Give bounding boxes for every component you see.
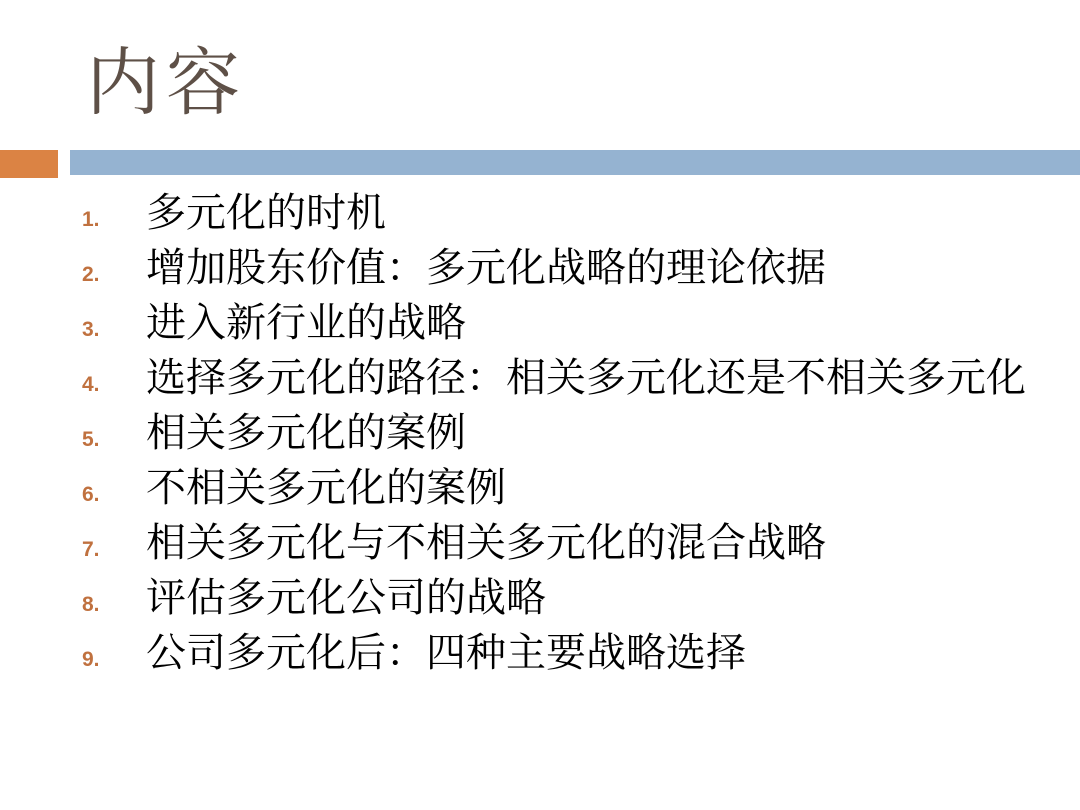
list-item [82, 629, 1037, 684]
list-item-number: 9. [82, 648, 100, 671]
list-item-number: 6. [82, 483, 100, 506]
list-item-text: 相关多元化的案例 [146, 410, 466, 455]
list-item [82, 574, 1037, 629]
list-item [82, 519, 1037, 574]
list-item-text: 不相关多元化的案例 [146, 465, 506, 510]
list-item-text: 进入新行业的战略 [146, 300, 466, 345]
list-item-text: 相关多元化与不相关多元化的混合战略 [146, 520, 826, 565]
accent-bar-blue [70, 150, 1080, 175]
list-item-number: 7. [82, 538, 100, 561]
list-item-text: 公司多元化后：四种主要战略选择 [146, 630, 746, 675]
contents-list [82, 189, 1037, 684]
list-item-text: 评估多元化公司的战略 [146, 575, 546, 620]
list-item [82, 299, 1037, 354]
list-item-number: 2. [82, 263, 100, 286]
accent-bar-orange [0, 150, 58, 178]
list-item [82, 354, 1037, 409]
list-item-number: 4. [82, 373, 100, 396]
list-item [82, 189, 1037, 244]
list-item [82, 464, 1037, 519]
list-item-number: 8. [82, 593, 100, 616]
list-item-text: 增加股东价值：多元化战略的理论依据 [146, 245, 826, 290]
list-item-number: 3. [82, 318, 100, 341]
list-item [82, 409, 1037, 464]
slide-title: 内容 [86, 43, 246, 125]
list-item-number: 1. [82, 208, 100, 231]
list-item [82, 244, 1037, 299]
list-item-text: 选择多元化的路径：相关多元化还是不相关多元化 [146, 355, 1026, 400]
list-item-text: 多元化的时机 [146, 190, 386, 235]
list-item-number: 5. [82, 428, 100, 451]
